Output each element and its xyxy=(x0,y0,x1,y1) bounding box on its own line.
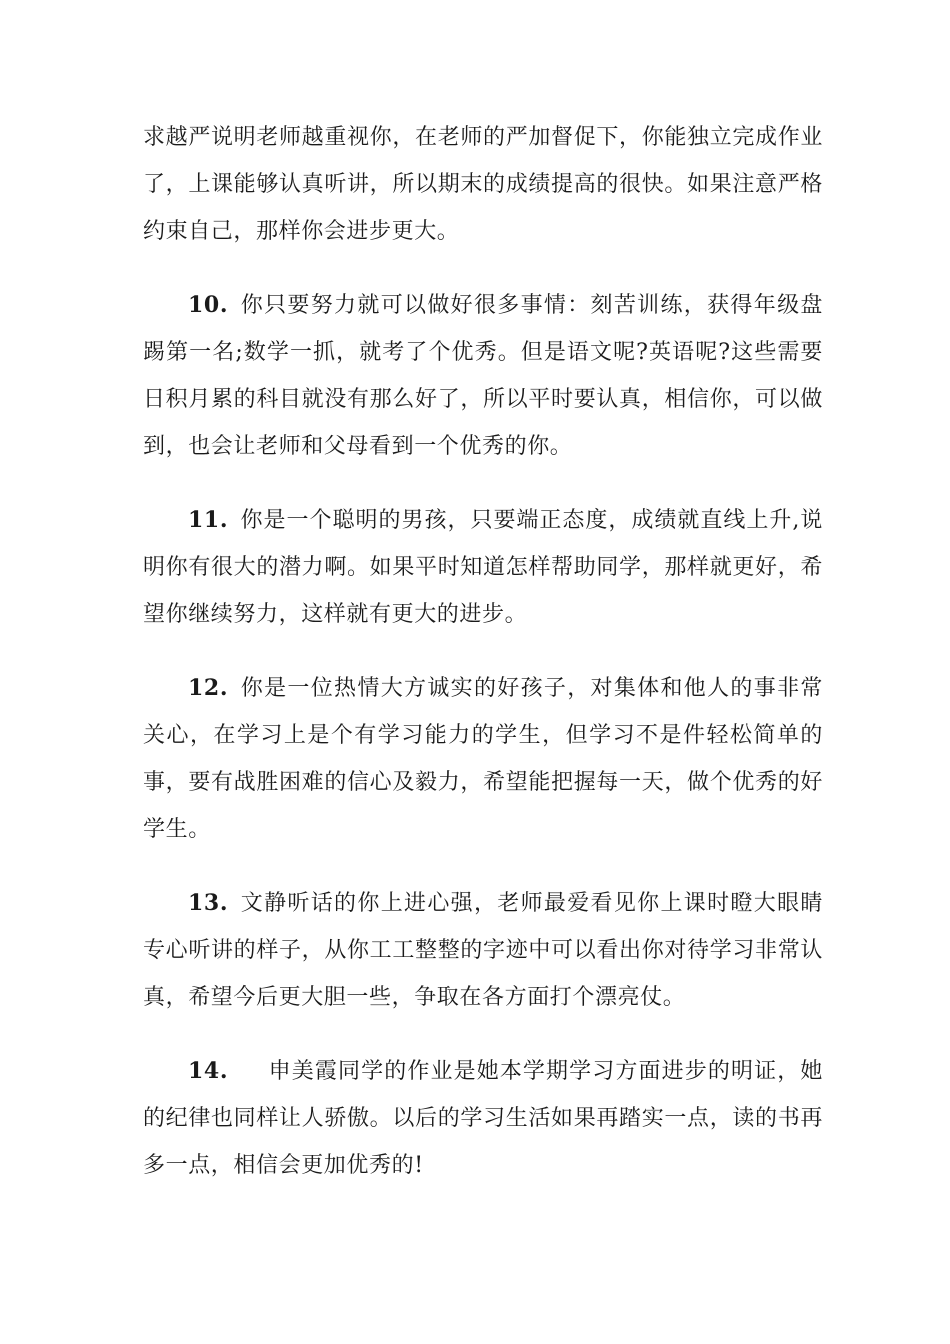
paragraph-text: 你是一位热情大方诚实的好孩子，对集体和他人的事非常关心，在学习上是个有学习能力的学生，但学习不是件轻松简单的事，要有战胜困难的信心及毅力，希望能把握每一天，做个优秀的好学生。 xyxy=(143,676,823,842)
document-body xyxy=(143,114,823,1189)
paragraph-number: 13. xyxy=(188,890,229,916)
paragraph-13 xyxy=(143,880,823,1021)
paragraph-number: 12. xyxy=(188,675,229,701)
paragraph-text: 你只要努力就可以做好很多事情：刻苦训练，获得年级盘踢第一名;数学一抓，就考了个优秀。但是语文呢?英语呢?这些需要日积月累的科目就没有那么好了，所以平时要认真，相信你，可以做到，也会让老师和父母看到一个优秀的你。 xyxy=(143,293,823,459)
paragraph-text: 求越严说明老师越重视你，在老师的严加督促下，你能独立完成作业了，上课能够认真听讲，所以期末的成绩提高的很快。如果注意严格约束自己，那样你会进步更大。 xyxy=(143,125,823,244)
paragraph-text: 你是一个聪明的男孩，只要端正态度，成绩就直线上升,说明你有很大的潜力啊。如果平时知道怎样帮助同学，那样就更好，希望你继续努力，这样就有更大的进步。 xyxy=(143,508,823,627)
paragraph-continuation xyxy=(143,114,823,255)
paragraph-12 xyxy=(143,665,823,853)
paragraph-text: 申美霞同学的作业是她本学期学习方面进步的明证，她的纪律也同样让人骄傲。以后的学习生活如果再踏实一点，读的书再多一点，相信会更加优秀的! xyxy=(143,1059,823,1178)
paragraph-number: 10. xyxy=(188,292,229,318)
paragraph-text: 文静听话的你上进心强，老师最爱看见你上课时瞪大眼睛专心听讲的样子，从你工工整整的字迹中可以看出你对待学习非常认真，希望今后更大胆一些，争取在各方面打个漂亮仗。 xyxy=(143,891,823,1010)
paragraph-10 xyxy=(143,282,823,470)
paragraph-11 xyxy=(143,497,823,638)
paragraph-14 xyxy=(143,1048,823,1189)
paragraph-number: 11. xyxy=(188,507,229,533)
paragraph-number: 14. xyxy=(188,1058,229,1084)
